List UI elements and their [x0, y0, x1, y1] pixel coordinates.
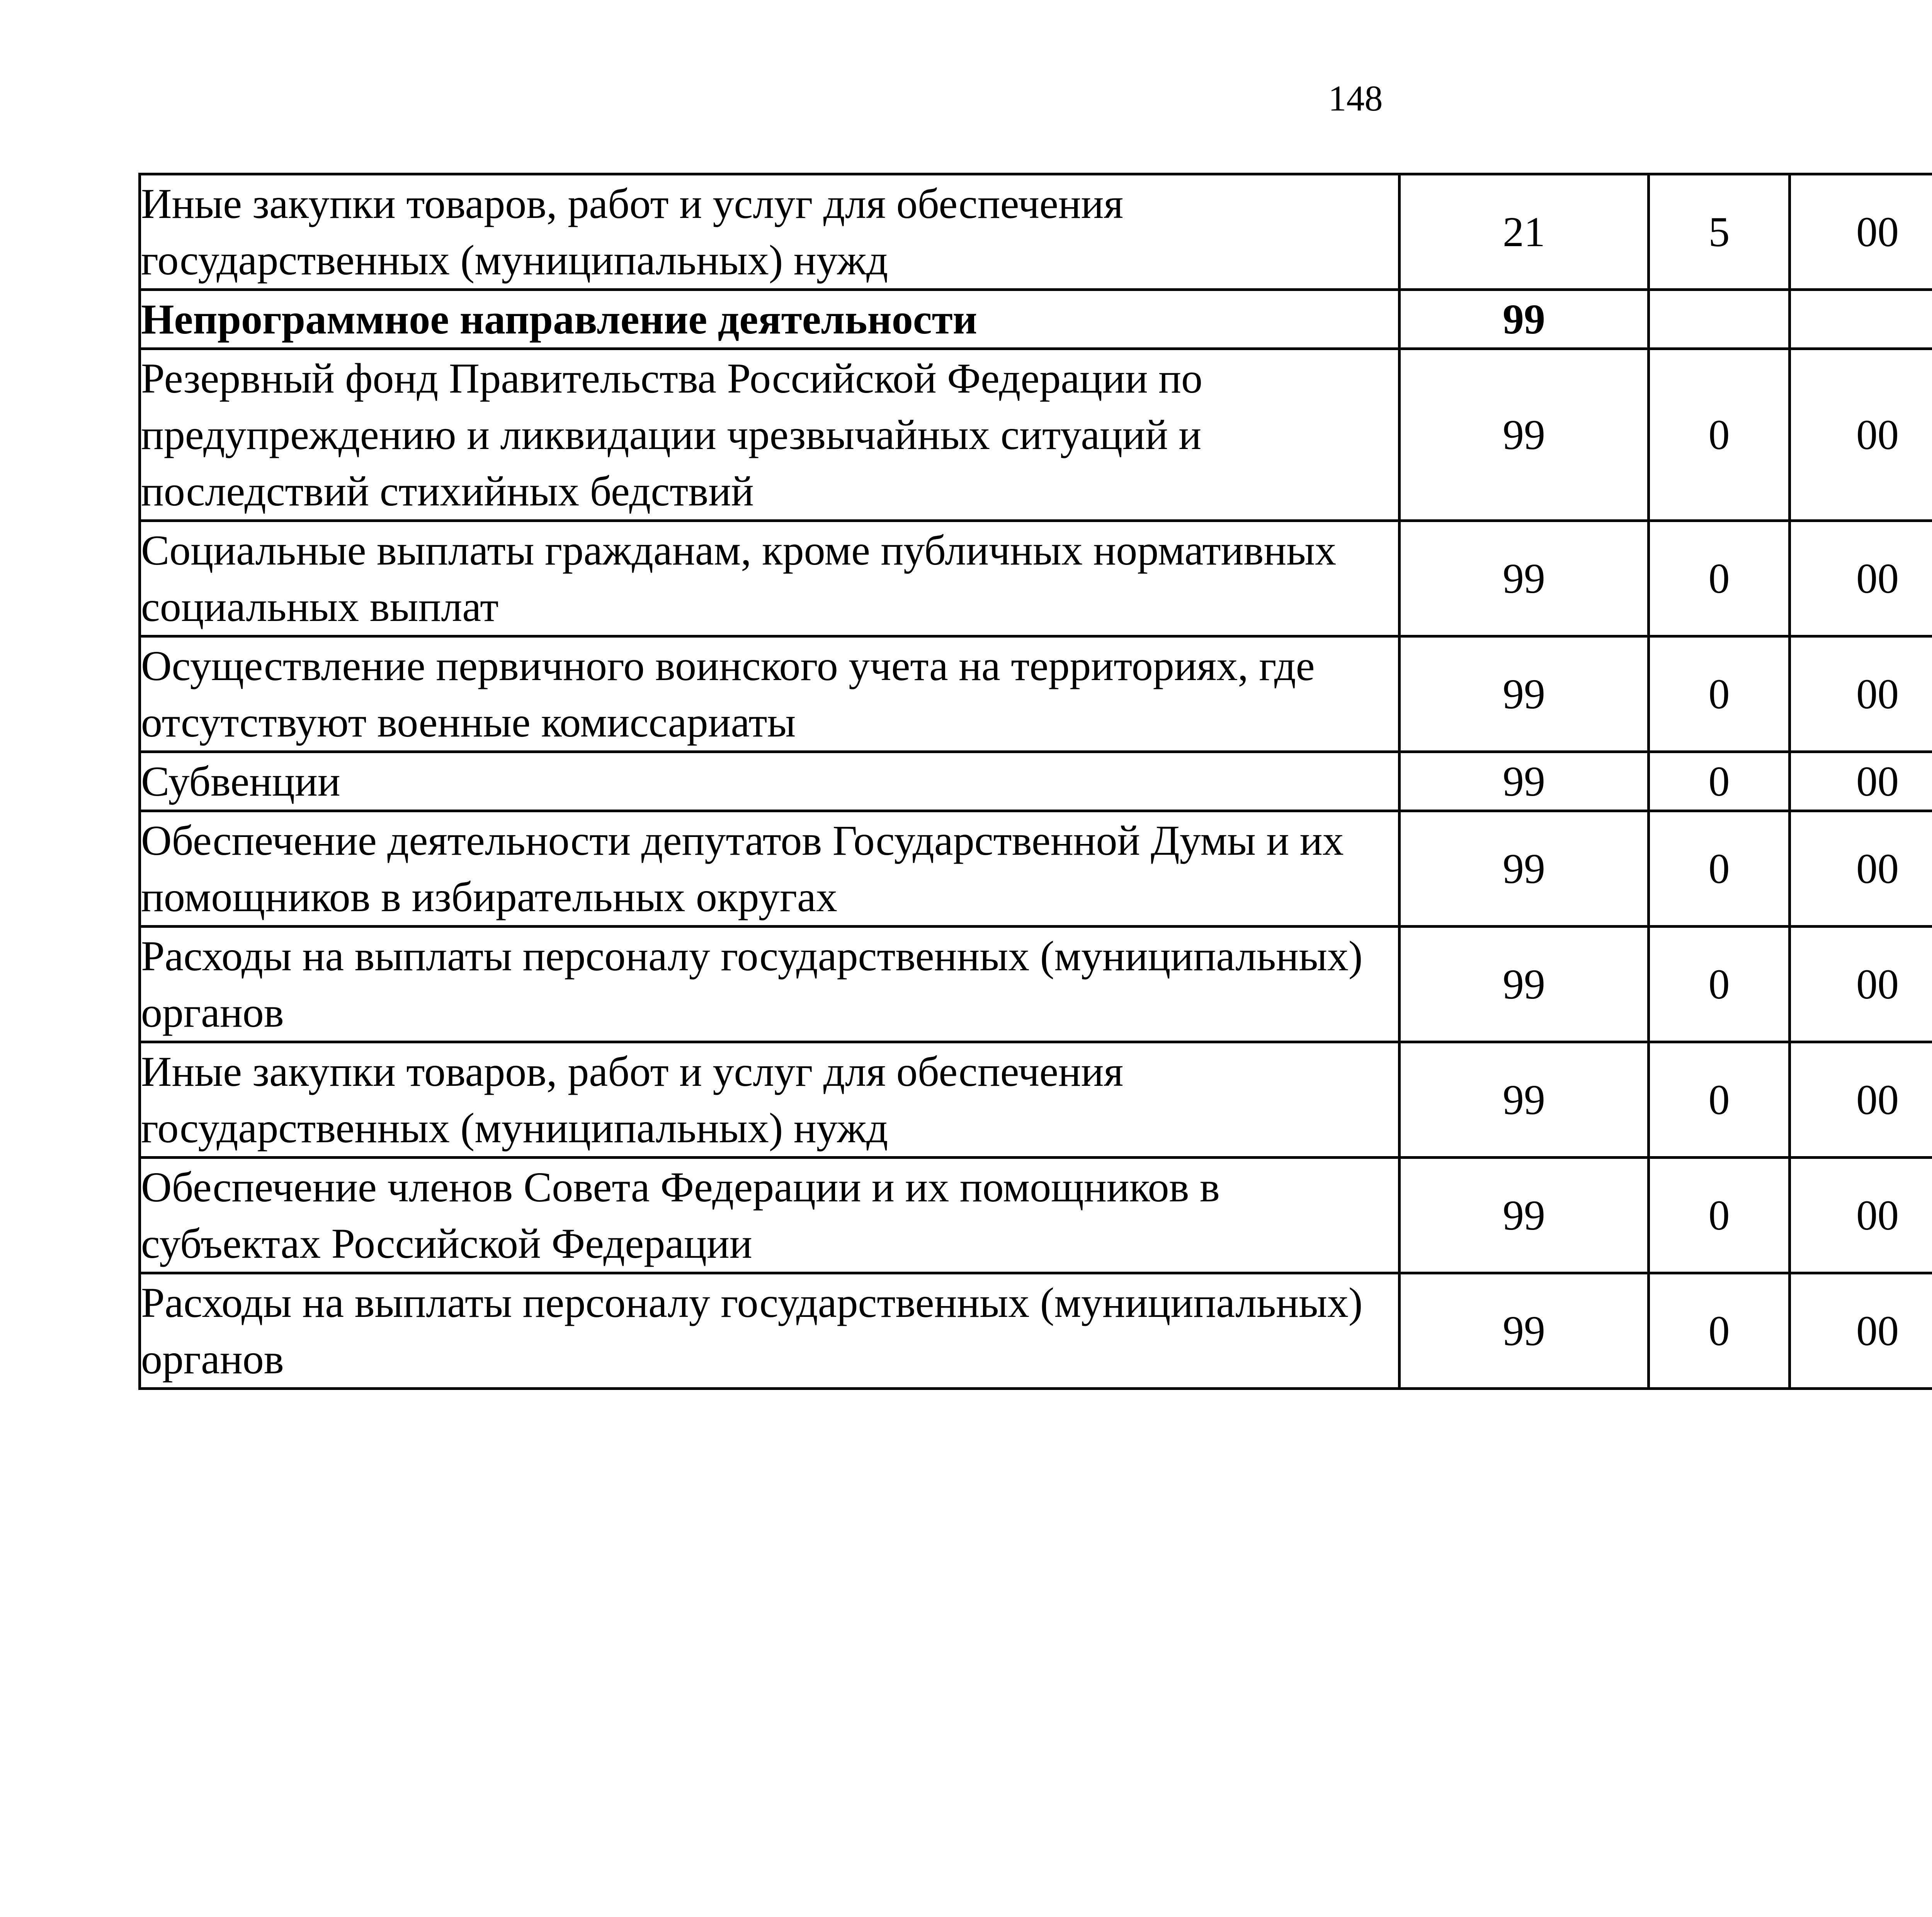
row-code-3-cell: 00 [1790, 927, 1932, 1042]
row-name-cell: Субвенции [140, 752, 1400, 811]
row-code-3-cell: 00 [1790, 1273, 1932, 1389]
row-code-1-cell: 99 [1400, 349, 1649, 521]
row-code-1-cell: 99 [1400, 811, 1649, 927]
row-code-2-cell: 0 [1649, 811, 1790, 927]
row-code-2-cell: 0 [1649, 1042, 1790, 1158]
table-row [140, 927, 1932, 1042]
page-number: 148 [1328, 78, 1383, 119]
row-code-2-cell: 0 [1649, 636, 1790, 752]
row-code-2-cell: 0 [1649, 1273, 1790, 1389]
row-code-3-cell: 00 [1790, 752, 1932, 811]
row-code-1-cell: 99 [1400, 636, 1649, 752]
row-code-2-cell: 0 [1649, 752, 1790, 811]
row-code-3-cell: 00 [1790, 1158, 1932, 1273]
row-code-2-cell: 0 [1649, 1158, 1790, 1273]
row-name-cell: Непрограммное направление деятельности [140, 290, 1400, 349]
row-code-1-cell: 99 [1400, 1158, 1649, 1273]
row-code-3-cell: 00 [1790, 811, 1932, 927]
row-code-3-cell: 00 [1790, 174, 1932, 290]
row-code-3-cell: 00 [1790, 636, 1932, 752]
table-row [140, 636, 1932, 752]
table-row [140, 752, 1932, 811]
row-code-2-cell: 0 [1649, 349, 1790, 521]
row-code-1-cell: 99 [1400, 521, 1649, 636]
row-code-1-cell: 99 [1400, 752, 1649, 811]
row-name-cell: Резервный фонд Правительства Российской Федерации по предупреждению и ликвидации чрезвычайных ситуаций и последствий стихийных бедствий [140, 349, 1400, 521]
table-row [140, 811, 1932, 927]
row-code-2-cell [1649, 290, 1790, 349]
row-code-3-cell [1790, 290, 1932, 349]
row-name-cell: Иные закупки товаров, работ и услуг для обеспечения государственных (муниципальных) нужд [140, 174, 1400, 290]
row-code-1-cell: 99 [1400, 1273, 1649, 1389]
row-code-2-cell: 5 [1649, 174, 1790, 290]
row-code-3-cell: 00 [1790, 349, 1932, 521]
row-code-2-cell: 0 [1649, 521, 1790, 636]
table-body [140, 174, 1932, 1389]
row-name-cell: Расходы на выплаты персоналу государственных (муниципальных) органов [140, 927, 1400, 1042]
row-code-1-cell: 21 [1400, 174, 1649, 290]
table-row [140, 290, 1932, 349]
row-name-cell: Иные закупки товаров, работ и услуг для обеспечения государственных (муниципальных) нужд [140, 1042, 1400, 1158]
table-row [140, 521, 1932, 636]
table-row [140, 174, 1932, 290]
row-code-1-cell: 99 [1400, 1042, 1649, 1158]
row-code-3-cell: 00 [1790, 521, 1932, 636]
budget-table [138, 173, 1932, 1390]
row-code-1-cell: 99 [1400, 290, 1649, 349]
row-name-cell: Расходы на выплаты персоналу государственных (муниципальных) органов [140, 1273, 1400, 1389]
row-name-cell: Обеспечение членов Совета Федерации и их помощников в субъектах Российской Федерации [140, 1158, 1400, 1273]
row-code-3-cell: 00 [1790, 1042, 1932, 1158]
table-row [140, 1042, 1932, 1158]
row-name-cell: Обеспечение деятельности депутатов Государственной Думы и их помощников в избирательных округах [140, 811, 1400, 927]
table-row [140, 1273, 1932, 1389]
table-row [140, 349, 1932, 521]
table-row [140, 1158, 1932, 1273]
row-name-cell: Осуществление первичного воинского учета на территориях, где отсутствуют военные комиссариаты [140, 636, 1400, 752]
row-code-2-cell: 0 [1649, 927, 1790, 1042]
row-name-cell: Социальные выплаты гражданам, кроме публичных нормативных социальных выплат [140, 521, 1400, 636]
row-code-1-cell: 99 [1400, 927, 1649, 1042]
